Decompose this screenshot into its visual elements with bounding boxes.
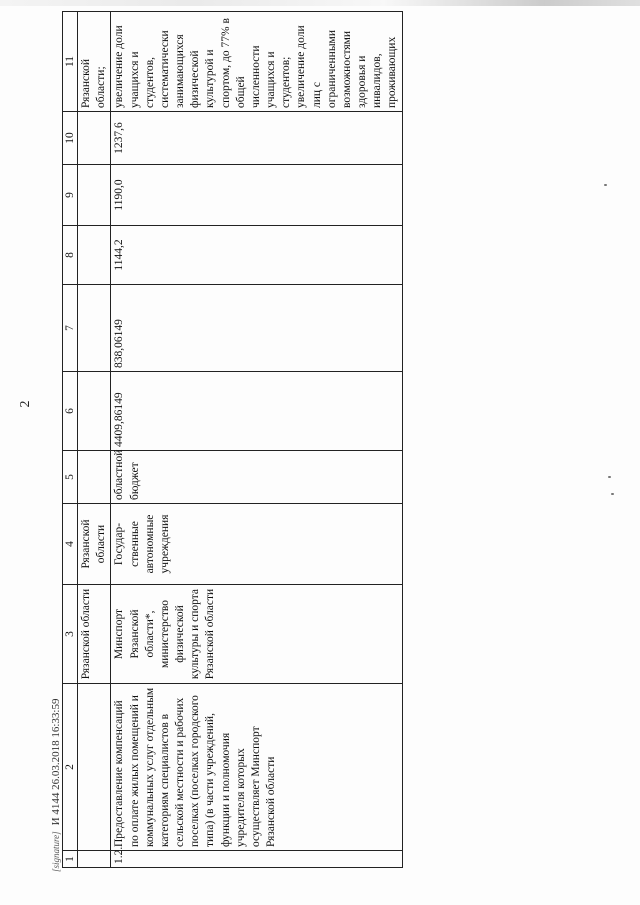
cell	[78, 372, 111, 451]
scan-speck	[611, 493, 614, 495]
cell	[78, 165, 111, 226]
col-number-9: 9	[63, 165, 78, 226]
cell	[78, 112, 111, 165]
cell-year-4: 1237,6	[111, 112, 402, 165]
col-number-8: 8	[63, 226, 78, 285]
col-number-2: 2	[63, 684, 78, 851]
col-number-4: 4	[63, 504, 78, 585]
cell	[78, 451, 111, 504]
col-number-10: 10	[63, 112, 78, 165]
scan-edge	[0, 0, 640, 6]
cell-expected-result: увеличение доли учащихся и студентов, систематически занимающихся физической культурой и спортом, до 77% в общей численности учащихся и студентов; увеличение доли лиц с ограниченными возможностями здоровья и инвалидов, проживающих	[111, 12, 402, 112]
cell-year-1: 838,06149	[111, 285, 402, 372]
cell-recipient-cont: Рязанской области	[78, 504, 111, 585]
cell-total: 4409,86149	[111, 372, 402, 451]
scan-speck	[608, 476, 611, 478]
signature-mark: [signature]	[51, 831, 61, 872]
registration-stamp	[48, 472, 64, 872]
col-number-5: 5	[63, 451, 78, 504]
col-number-3: 3	[63, 585, 78, 684]
column-number-row	[63, 12, 78, 868]
rotated-table-wrapper	[62, 18, 399, 868]
cell-year-3: 1190,0	[111, 165, 402, 226]
cell-executor: Минспорт Рязанской области*, министерство физической культуры и спорта Рязанской области	[111, 585, 402, 684]
cell-measure-name: Предоставление компенсаций по оплате жилых помещений и коммунальных услуг отдельным категориям специалистов в сельской местности и рабочих поселках (поселках городского типа) (в части учреждений, функции и полномочия учредителя которых осуществляет Минспорт Рязанской области	[111, 684, 402, 851]
col-number-7: 7	[63, 285, 78, 372]
cell-year-2: 1144,2	[111, 226, 402, 285]
cell	[78, 226, 111, 285]
cell-item-number: 1.2.	[111, 851, 402, 868]
table-row	[111, 12, 402, 868]
cell-executor-cont: Рязанской области	[78, 585, 111, 684]
page-number: 2	[18, 400, 33, 408]
cell	[78, 851, 111, 868]
budget-table	[62, 11, 403, 868]
cell	[78, 285, 111, 372]
cell-funding-source: областной бюджет	[111, 451, 402, 504]
cell	[78, 684, 111, 851]
scan-speck	[604, 184, 607, 186]
col-number-11: 11	[63, 12, 78, 112]
col-number-1: 1	[63, 851, 78, 868]
cell-recipient: Государ-ственные автономные учреждения	[111, 504, 402, 585]
continuation-row	[78, 12, 111, 868]
cell-result-cont: Рязанской области;	[78, 12, 111, 112]
stamp-text: И 4144 26.03.2018 16:33:59	[50, 698, 62, 826]
col-number-6: 6	[63, 372, 78, 451]
